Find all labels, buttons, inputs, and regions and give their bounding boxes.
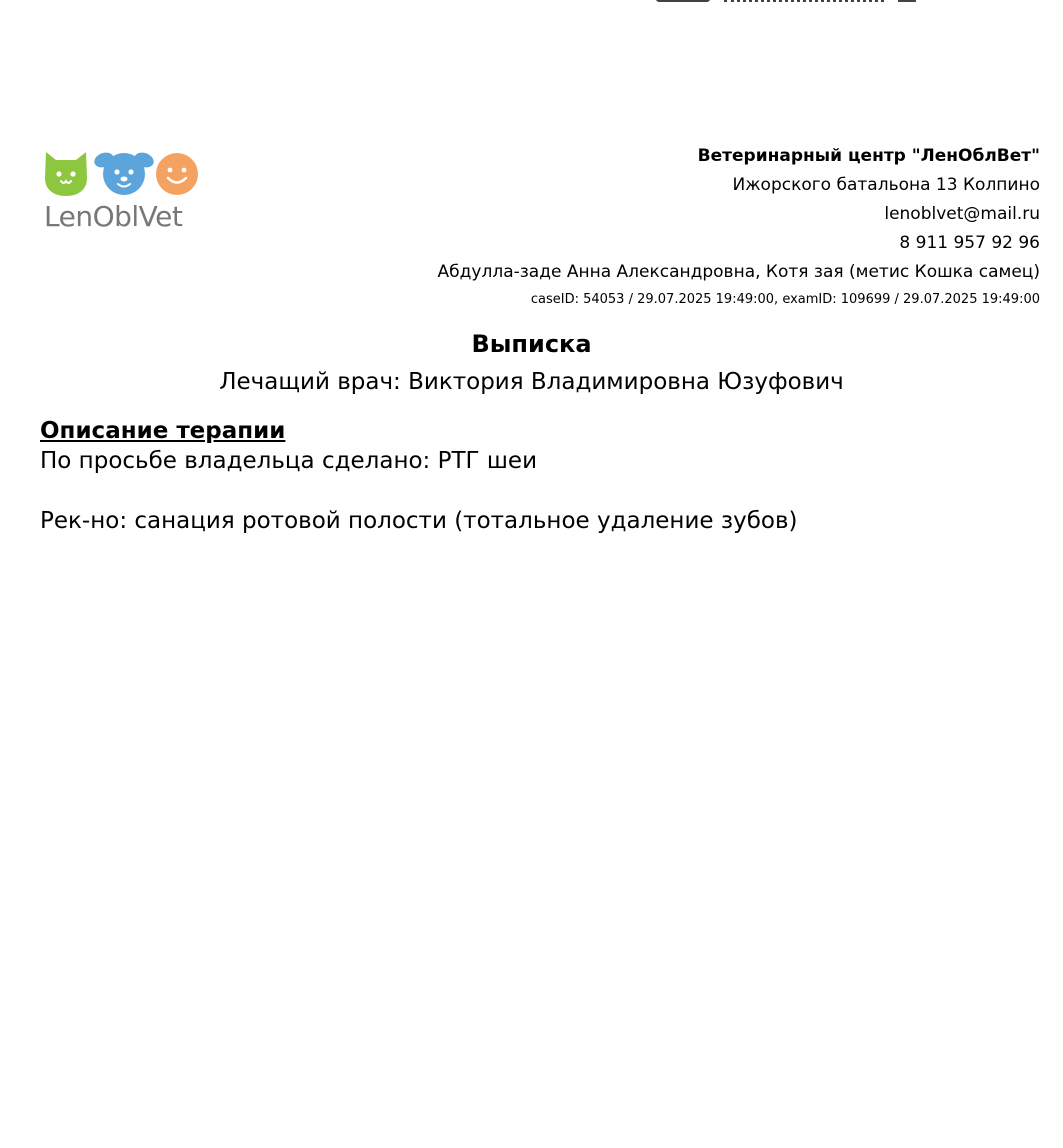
clinic-address: Ижорского батальона 13 Колпино (732, 175, 1040, 195)
clipped-top-fragment (656, 0, 916, 2)
clinic-logo (44, 148, 204, 232)
clipped-dots (724, 0, 884, 2)
clipped-shape (656, 0, 710, 2)
clinic-email[interactable]: lenoblvet@mail.ru (884, 204, 1040, 224)
logo-wordmark: LenOblVet (44, 200, 183, 233)
document-title: Выписка (471, 330, 592, 358)
logo-icons (44, 148, 200, 198)
document-body (40, 416, 798, 536)
case-info: caseID: 54053 / 29.07.2025 19:49:00, examID: 109699 / 29.07.2025 19:49:00 (530, 292, 1040, 307)
spacer (40, 476, 798, 506)
recommendation-line: Рек-но: санация ротовой полости (тотальное удаление зубов) (40, 508, 798, 534)
clinic-phone: 8 911 957 92 96 (899, 233, 1040, 253)
section-heading: Описание терапии (40, 418, 286, 444)
cat-icon (45, 152, 87, 196)
attending-doctor: Лечащий врач: Виктория Владимировна Юзуфович (219, 369, 844, 395)
clinic-header (438, 142, 1040, 313)
patient-info: Абдулла-заде Анна Александровна, Котя зая (метис Кошка самец) (437, 262, 1040, 282)
therapy-line: По просьбе владельца сделано: РТГ шеи (40, 448, 538, 474)
dog-icon (92, 150, 156, 195)
clinic-name: Ветеринарный центр "ЛенОблВет" (697, 146, 1040, 166)
clipped-mark (898, 0, 916, 2)
smile-icon (156, 153, 198, 195)
